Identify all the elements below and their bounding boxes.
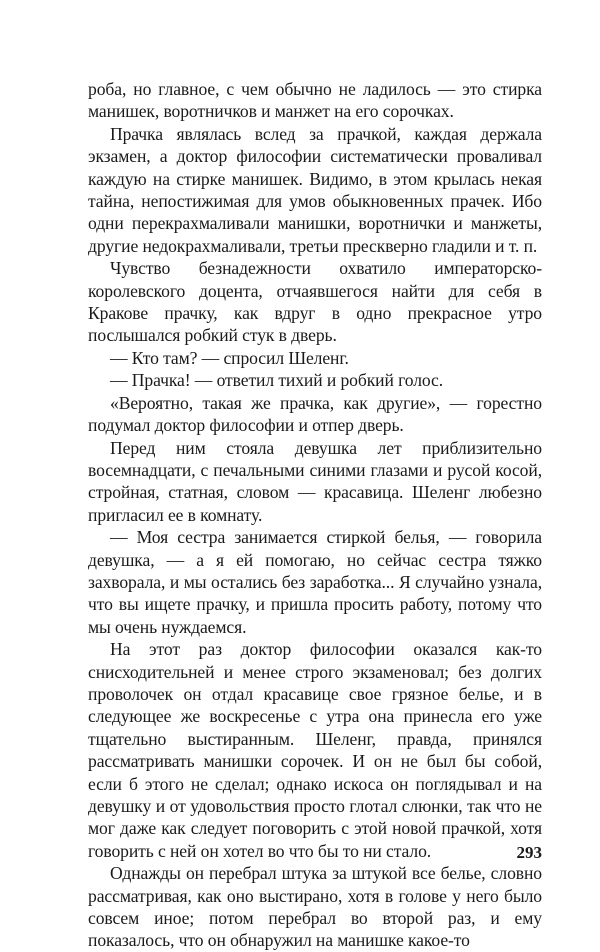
paragraph: На этот раз доктор философии оказался как-то снисходительней и менее строго экзаменовал; без долгих проволочек он отдал красавице свое грязное белье, и в следующее же воскресенье с утра она принесла его уже тщательно выстиранным. Шеленг, правда, принялся рассматривать манишки сорочек. И он не был бы собой, если б этого не сделал; однако искоса он поглядывал и на девушку и от удовольствия просто глотал слюнки, так что не мог даже как следует поговорить с этой новой прачкой, хотя говорить с ней он хотел во что бы то ни стало. (88, 639, 542, 861)
dialogue-line: — Прачка! — ответил тихий и робкий голос. (110, 370, 444, 391)
body-text (88, 78, 542, 952)
paragraph: «Вероятно, такая же прачка, как другие», — горестно подумал доктор философии и отпер дверь. (88, 392, 542, 436)
page-number: 293 (516, 843, 542, 862)
paragraph: роба, но главное, с чем обычно не ладилось — это стирка манишек, воротничков и манжет на его сорочках. (88, 79, 542, 122)
dialogue-line: — Кто там? — спросил Шеленг. (110, 347, 349, 368)
paragraph: Однажды он перебрал штука за штукой все белье, словно рассматривая, как оно выстирано, хотя в голове у него было совсем иное; потом перебрал во второй раз, и ему показалось, что он обнаружил на манишке какое-то (88, 863, 542, 951)
paragraph: Перед ним стояла девушка лет приблизительно восемнадцати, с печальными синими глазами и русой косой, стройная, статная, словом — красавица. Шеленг любезно пригласил ее в комнату. (88, 437, 542, 525)
paragraph: Прачка являлась вслед за прачкой, каждая держала экзамен, а доктор философии систематически проваливал каждую на стирке манишек. Видимо, в этом крылась некая тайна, непостижимая для умов обыкновенных прачек. Ибо одни перекрахмаливали манишки, воротнички и манжеты, другие недокрахмаливали, третьи прескверно гладили и т. п. (88, 123, 542, 256)
paragraph: Чувство безнадежности охватило императорско-королевского доцента, отчаявшегося найти для себя в Кракове прачку, как вдруг в одно прекрасное утро послышался робкий стук в дверь. (88, 258, 542, 346)
paragraph: — Моя сестра занимается стиркой белья, — говорила девушка, — а я ей помогаю, но сейчас сестра тяжко захворала, и мы остались без заработка... Я случайно узнала, что вы ищете прачку, и пришла просить работу, потому что мы очень нуждаемся. (88, 527, 542, 637)
